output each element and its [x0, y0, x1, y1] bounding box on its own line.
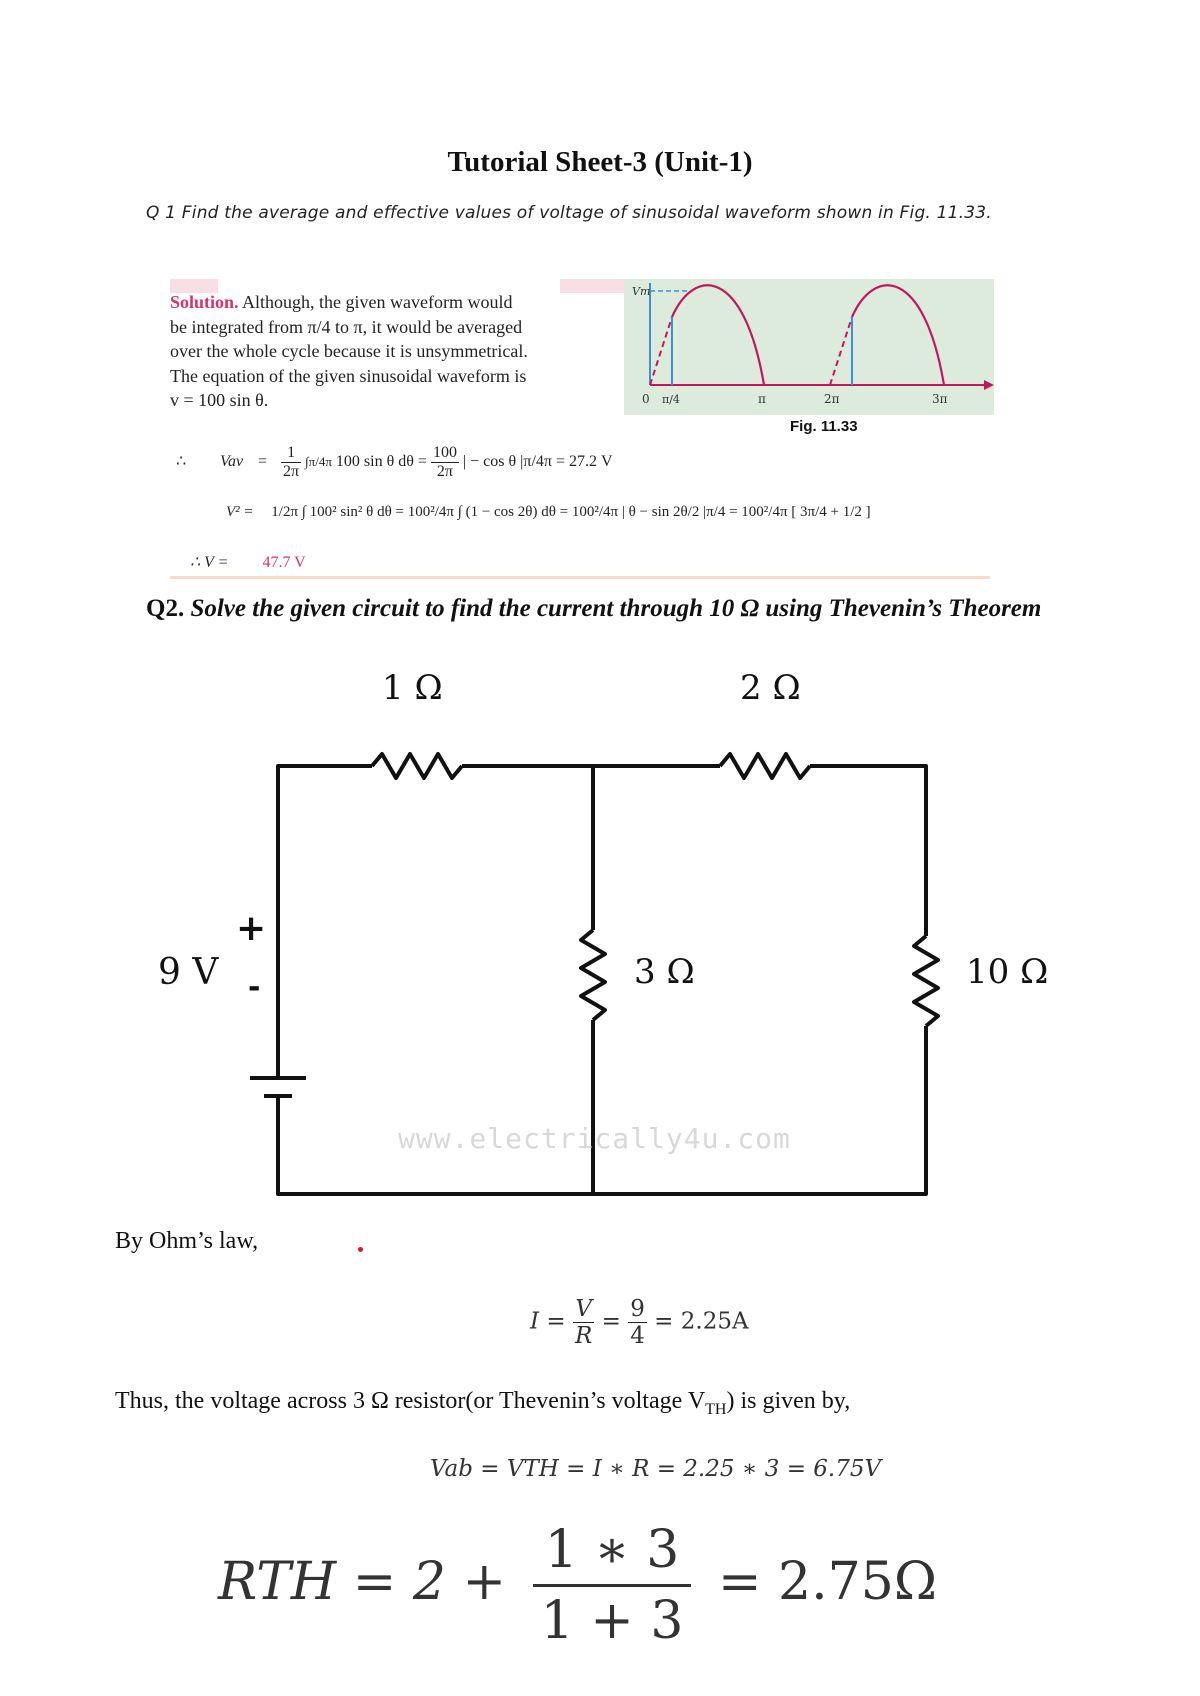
resistor-1	[372, 754, 462, 778]
dashed-rise	[650, 317, 672, 385]
eq-v2-body: 1/2π ∫ 100² sin² θ dθ = 100²/4π ∫ (1 − cos 2θ) dθ = 100²/4π | θ − sin 2θ/2 |π/4 = 100²/4π [ 3π/4 + 1/2 ]	[271, 504, 871, 520]
eq-v2	[226, 504, 996, 521]
frac: $\frac{100}{2\pi}$	[432, 444, 457, 480]
thus-sub: TH	[705, 1400, 727, 1418]
resistor-3	[581, 930, 605, 1020]
circuit-diagram	[140, 668, 1100, 1225]
tick-label: 3π	[932, 392, 948, 406]
ohm-law-label: By Ohm’s law,	[115, 1228, 259, 1254]
eq-rth-lhs: RTH = 2 +	[218, 1552, 507, 1612]
dashed-rise	[830, 317, 852, 385]
integral-sign: ∫π/4π	[305, 454, 332, 470]
y-label: Vm	[632, 285, 651, 298]
solution-line: be integrated from π/4 to π, it would be averaged	[170, 316, 523, 337]
question-2	[146, 592, 1066, 626]
q2-text: Solve the given circuit to find the current through 10 Ω using Thevenin’s Theorem	[190, 595, 1042, 622]
tick-label: π	[758, 392, 766, 406]
source-label: 9 V	[158, 952, 219, 993]
wire	[810, 766, 926, 936]
eq-rth	[218, 1520, 937, 1651]
eq-v-result: 47.7 V	[262, 554, 306, 571]
tick-label: 0	[642, 392, 650, 406]
eq-vav-lhs: Vav	[220, 453, 244, 471]
eq-vth: Vab = VTH = I ∗ R = 2.25 ∗ 3 = 6.75V	[430, 1456, 882, 1482]
tick-label: 2π	[824, 392, 840, 406]
solution-line: Although, the given waveform would	[242, 292, 513, 312]
page-title: Tutorial Sheet-3 (Unit-1)	[447, 146, 753, 178]
q2-number: Q2.	[146, 595, 185, 622]
eq-current	[530, 1296, 749, 1349]
waveform-arc	[672, 285, 764, 385]
r2-label: 2 Ω	[740, 668, 801, 708]
red-dot	[358, 1247, 363, 1252]
separator	[170, 576, 990, 579]
tick-label: π/4	[662, 393, 680, 406]
wire	[278, 1026, 926, 1194]
frac: $\frac{1 ∗ 3}{1 + 3}$	[533, 1520, 692, 1651]
figure-caption: Fig. 11.33	[790, 418, 858, 435]
resistor-2	[720, 754, 810, 778]
x-axis-arrow	[984, 380, 994, 390]
wire	[278, 766, 372, 1078]
waveform-svg	[624, 279, 994, 415]
waveform-arc	[852, 285, 944, 385]
solution-line: v = 100 sin θ.	[170, 390, 269, 410]
eq-v2-lhs: V² =	[226, 504, 254, 520]
thus-end: ) is given by,	[726, 1388, 851, 1414]
frac: $\frac{V}{R}$	[574, 1296, 593, 1349]
thus-text: Thus, the voltage across 3 Ω resistor(or Thevenin’s voltage V	[115, 1388, 706, 1414]
r4-label: 10 Ω	[966, 952, 1049, 992]
solution-line: The equation of the given sinusoidal waveform is	[170, 365, 527, 386]
eq-current-rhs: = 2.25A	[654, 1308, 749, 1335]
eq-current-lhs: I =	[530, 1308, 566, 1335]
question-1: Q 1 Find the average and effective values of voltage of sinusoidal waveform shown in Fig. 11.33.	[146, 203, 992, 223]
thevenin-voltage-text	[115, 1388, 850, 1419]
eq-v	[190, 552, 306, 572]
frac: $\frac{1}{2\pi}$	[283, 444, 300, 480]
r1-label: 1 Ω	[382, 668, 443, 708]
eq-v-prefix: ∴ V =	[190, 554, 229, 571]
watermark: www.electrically4u.com	[398, 1122, 791, 1155]
eq-current-mid: =	[601, 1308, 621, 1335]
solution-line: over the whole cycle because it is unsymmetrical.	[170, 341, 528, 361]
minus-sign: -	[248, 970, 261, 1005]
r3-label: 3 Ω	[634, 952, 695, 992]
waveform-figure	[624, 279, 994, 415]
eq-vav-body: 100 sin θ dθ =	[335, 453, 427, 471]
plus-sign: +	[236, 908, 267, 949]
eq-vav-tail: | − cos θ |π/4π = 27.2 V	[462, 453, 613, 471]
frac: $\frac{9}{4}$	[630, 1296, 645, 1349]
resistor-4	[914, 936, 938, 1026]
eq-vav: ∴ Vav = $\frac{1}{2\pi}$ ∫π/4π 100 sin θ dθ = $\frac{100}{2\pi}$ | − cos θ |π/4π = 27.2 V	[176, 444, 613, 480]
eq-rth-rhs: = 2.75Ω	[717, 1552, 937, 1612]
solution-label: Solution.	[170, 292, 239, 312]
solution-text	[170, 290, 650, 413]
